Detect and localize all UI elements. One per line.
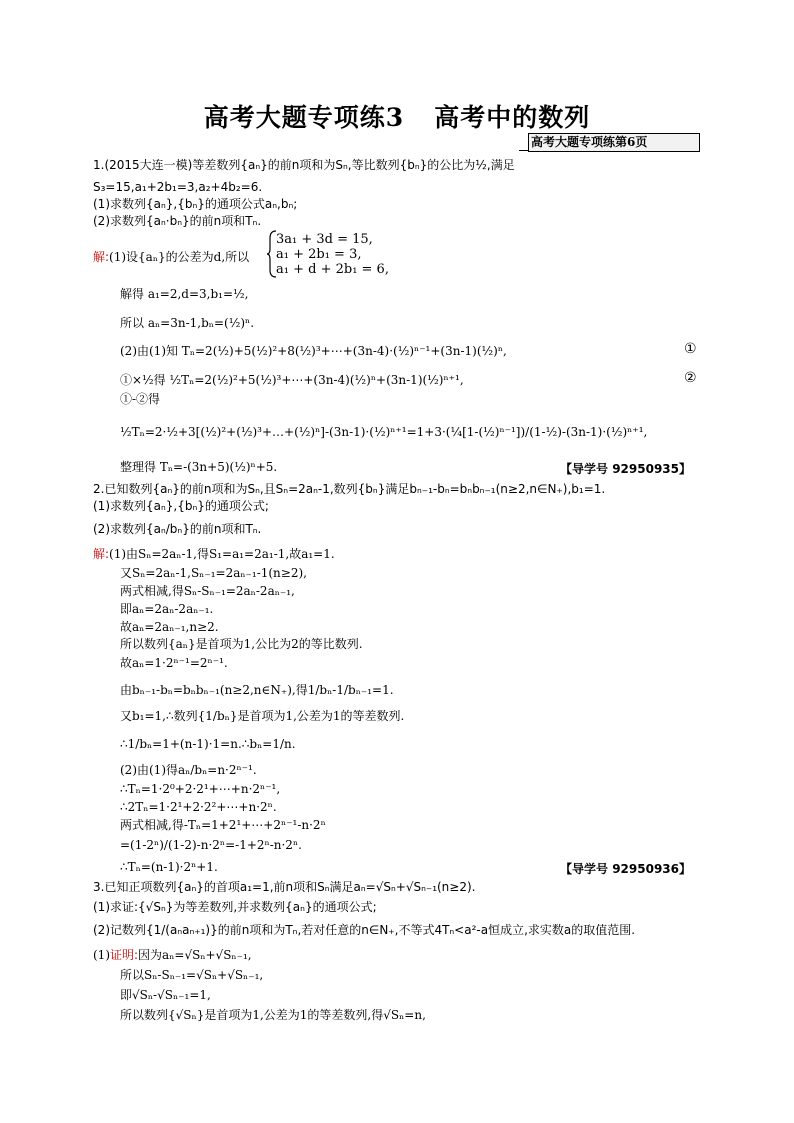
problem-2-solution-line-15: =(1-2ⁿ)/(1-2)-n·2ⁿ=-1+2ⁿ-n·2ⁿ. (120, 838, 302, 852)
solution-text: (1)设{aₙ}的公差为d,所以 (109, 250, 250, 264)
problem-1-solution-line-4: (2)由(1)知 Tₙ=2(½)+5(½)²+8(½)³+⋯+(3n-4)·(½)ⁿ⁻¹+(3n-1)(½)ⁿ, (120, 344, 507, 358)
problem-1-solution-line-2: 解得 a₁=2,d=3,b₁=½, (120, 287, 249, 301)
problem-2-solution-line-16: ∴Tₙ=(n-1)·2ⁿ+1. (120, 860, 218, 874)
solution-label: 解: (93, 250, 110, 264)
problem-3-statement: 3.已知正项数列{aₙ}的首项a₁=1,前n项和Sₙ满足aₙ=√Sₙ+√Sₙ₋₁(n≥2). (93, 880, 476, 894)
system-equation-1: 3a₁ + 3d = 15, (276, 232, 373, 247)
problem-2-part-1: (1)求数列{aₙ},{bₙ}的通项公式; (93, 499, 269, 513)
system-equation-3: a₁ + d + 2b₁ = 6, (276, 262, 389, 277)
problem-2-solution-line-12: ∴Tₙ=1·2⁰+2·2¹+⋯+n·2ⁿ⁻¹, (120, 782, 281, 796)
problem-1-solution-line-8: 整理得 Tₙ=-(3n+5)(½)ⁿ+5. (120, 460, 278, 474)
problem-2-solution-line-7: 故aₙ=1·2ⁿ⁻¹=2ⁿ⁻¹. (120, 656, 228, 670)
problem-1-solution-line-5: ①×½得 ½Tₙ=2(½)²+5(½)³+⋯+(3n-4)(½)ⁿ+(3n-1)(½)ⁿ⁺¹, (120, 373, 464, 387)
problem-3-solution-line-3: 即√Sₙ-√Sₙ₋₁=1, (120, 988, 211, 1002)
problem-2-part-2: (2)求数列{aₙ/bₙ}的前n项和Tₙ. (93, 522, 262, 536)
problem-2-statement: 2.已知数列{aₙ}的前n项和为Sₙ,且Sₙ=2aₙ-1,数列{bₙ}满足bₙ₋₁-bₙ=bₙbₙ₋₁(n≥2,n∈N₊),b₁=1. (93, 482, 606, 496)
problem-2-solution-line-1 (93, 547, 335, 562)
section-label: 高考大题专项练第6页 (528, 133, 700, 152)
equation-marker-2: ② (684, 370, 697, 386)
title-left: 高考大题专项练3 (203, 103, 405, 132)
problem-2-solution-line-13: ∴2Tₙ=1·2¹+2·2²+⋯+n·2ⁿ. (120, 800, 277, 814)
problem-2-solution-line-10: ∴1/bₙ=1+(n-1)·1=n.∴bₙ=1/n. (120, 737, 296, 751)
problem-2-solution-line-9: 又b₁=1,∴数列{1/bₙ}是首项为1,公差为1的等差数列. (120, 709, 405, 723)
problem-2-solution-line-6: 所以数列{aₙ}是首项为1,公比为2的等比数列. (120, 637, 363, 651)
problem-2-solution-line-4: 即aₙ=2aₙ-2aₙ₋₁. (120, 602, 214, 616)
problem-2-solution-line-3: 两式相减,得Sₙ-Sₙ₋₁=2aₙ-2aₙ₋₁, (120, 584, 295, 598)
problem-3-part-1: (1)求证:{√Sₙ}为等差数列,并求数列{aₙ}的通项公式; (93, 900, 377, 914)
reference-number-2: 【导学号 92950936】 (560, 862, 691, 876)
solution-text: 因为aₙ=√Sₙ+√Sₙ₋₁, (138, 948, 252, 962)
equation-marker-1: ① (684, 341, 697, 357)
solution-part-number: (1) (93, 948, 110, 962)
problem-2-solution-line-11: (2)由(1)得aₙ/bₙ=n·2ⁿ⁻¹. (120, 763, 257, 777)
problem-3-solution-line-4: 所以数列{√Sₙ}是首项为1,公差为1的等差数列,得√Sₙ=n, (120, 1008, 426, 1022)
solution-text: (1)由Sₙ=2aₙ-1,得S₁=a₁=2a₁-1,故a₁=1. (109, 547, 335, 561)
system-equation-2: a₁ + 2b₁ = 3, (276, 247, 362, 262)
problem-3-solution-line-2: 所以Sₙ-Sₙ₋₁=√Sₙ+√Sₙ₋₁, (120, 968, 264, 982)
problem-2-solution-line-2: 又Sₙ=2aₙ-1,Sₙ₋₁=2aₙ₋₁-1(n≥2), (120, 566, 307, 580)
problem-1-part-1: (1)求数列{aₙ},{bₙ}的通项公式aₙ,bₙ; (93, 197, 298, 211)
solution-label: 解: (93, 547, 110, 561)
problem-1-conditions: S₃=15,a₁+2b₁=3,a₂+4b₂=6. (93, 180, 263, 194)
problem-2-solution-line-5: 故aₙ=2aₙ₋₁,n≥2. (120, 620, 219, 634)
problem-1-solution-line-1 (93, 250, 249, 265)
problem-1-solution-line-7: ½Tₙ=2·½+3[(½)²+(½)³+…+(½)ⁿ]-(3n-1)·(½)ⁿ⁺¹=1+3·(¼[1-(½)ⁿ⁻¹])/(1-½)-(3n-1)·(½)ⁿ⁺¹, (120, 425, 648, 439)
proof-label: 证明: (110, 948, 139, 962)
problem-1-solution-line-3: 所以 aₙ=3n-1,bₙ=(½)ⁿ. (120, 316, 255, 330)
problem-3-solution-line-1 (93, 948, 252, 963)
problem-2-solution-line-14: 两式相减,得-Tₙ=1+2¹+⋯+2ⁿ⁻¹-n·2ⁿ (120, 818, 326, 832)
reference-number-1: 【导学号 92950935】 (560, 462, 691, 476)
problem-1-statement: 1.(2015大连一模)等差数列{aₙ}的前n项和为Sₙ,等比数列{bₙ}的公比为½,满足 (93, 158, 515, 172)
problem-1-solution-line-6: ①-②得 (120, 392, 161, 406)
page-title (0, 98, 794, 134)
problem-2-solution-line-8: 由bₙ₋₁-bₙ=bₙbₙ₋₁(n≥2,n∈N₊),得1/bₙ-1/bₙ₋₁=1. (120, 683, 394, 697)
problem-3-part-2: (2)记数列{1/(aₙaₙ₊₁)}的前n项和为Tₙ,若对任意的n∈N₊,不等式4Tₙ<a²-a恒成立,求实数a的取值范围. (93, 923, 636, 937)
problem-1-part-2: (2)求数列{aₙ·bₙ}的前n项和Tₙ. (93, 214, 262, 228)
title-right: 高考中的数列 (434, 103, 591, 132)
